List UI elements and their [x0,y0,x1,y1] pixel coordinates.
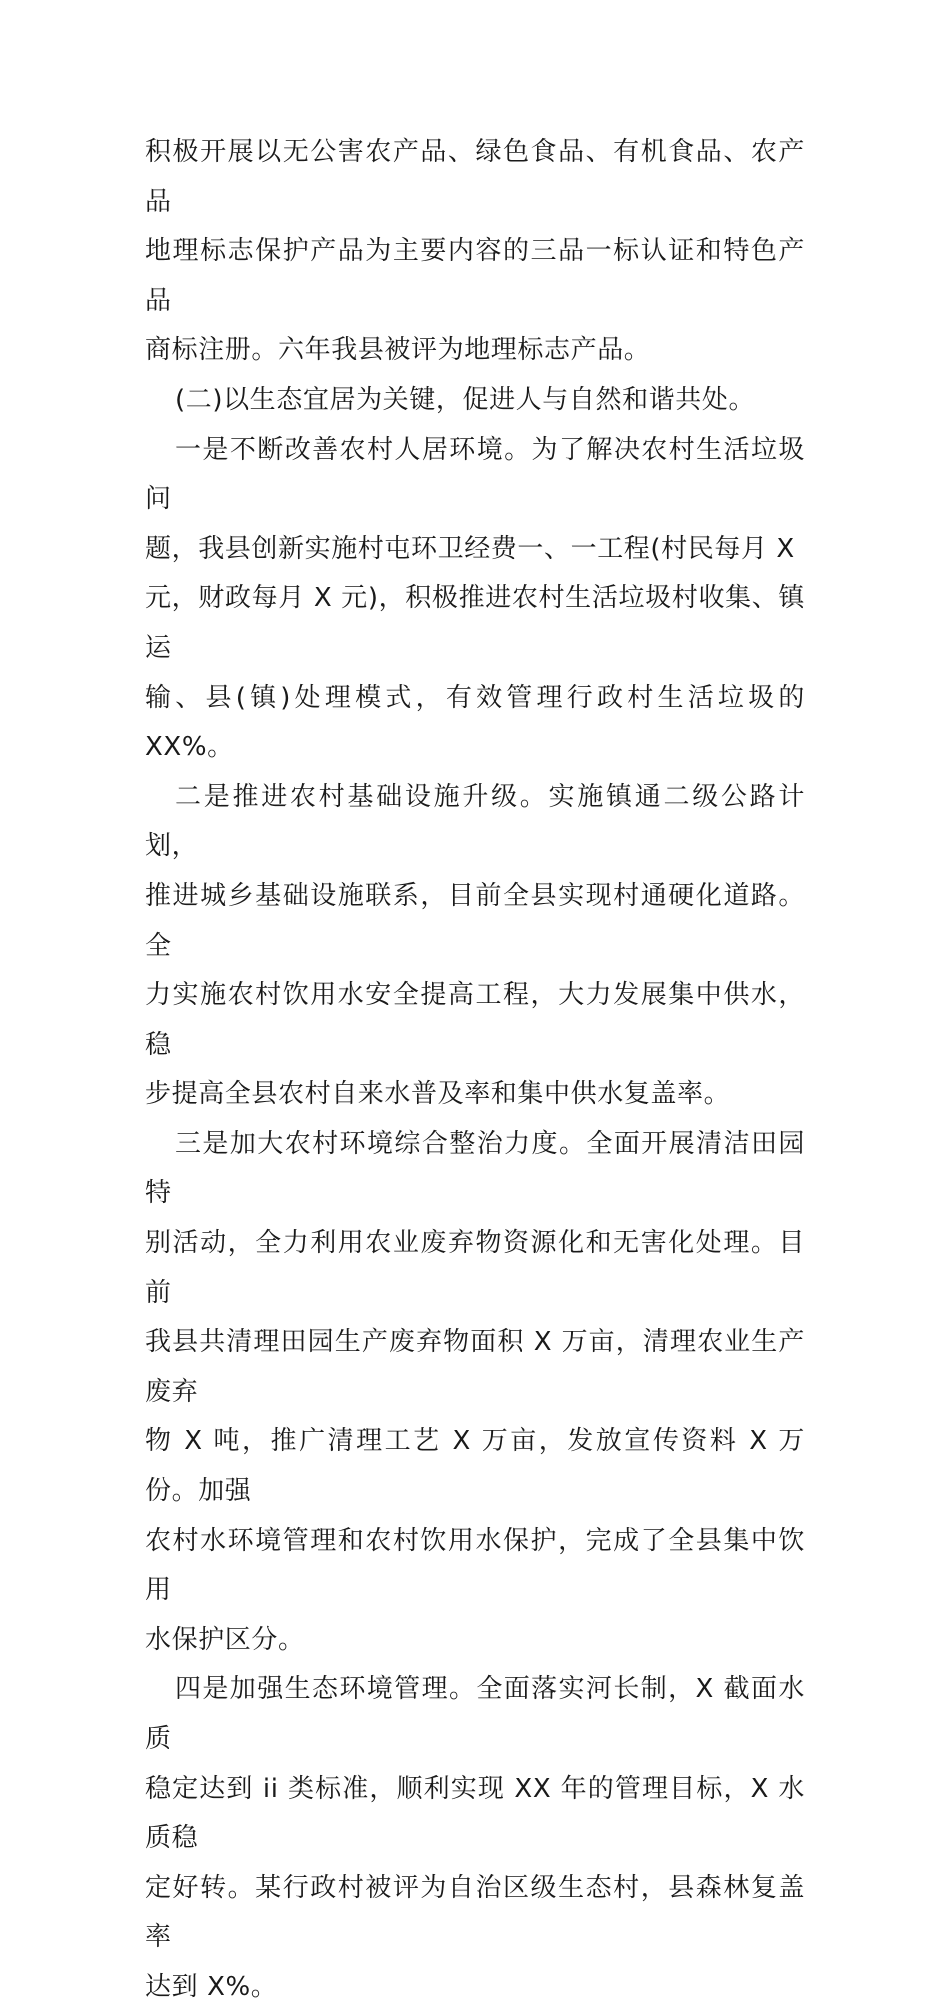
paragraph-section-heading: (二)以生态宜居为关键，促进人与自然和谐共处。 [175,384,756,415]
paragraph-continuation: 积极开展以无公害农产品、绿色食品、有机食品、农产品 地理标志保护产品为主要内容的三品一标认证和特色产品 商标注册。六年我县被评为地理标志产品。 [145,137,805,366]
paragraph-item-four: 四是加强生态环境管理。全面落实河长制，X 截面水质 稳定达到 ii 类标准，顺利实现 XX 年的管理目标，X 水质稳 定好转。某行政村被评为自治区级生态村，县森林复盖率 达到 X%。 [145,1674,805,2002]
document-body [145,128,805,2013]
paragraph-item-two: 二是推进农村基础设施升级。实施镇通二级公路计划， 推进城乡基础设施联系，目前全县实现村通硬化道路。全 力实施农村饮用水安全提高工程，大力发展集中供水，稳 步提高全县农村自来水普及率和集中供水复盖率。 [145,781,805,1110]
paragraph-item-one: 一是不断改善农村人居环境。为了解决农村生活垃圾问 题，我县创新实施村屯环卫经费一、一工程(村民每月 X 元，财政每月 X 元)，积极推进农村生活垃圾村收集、镇运 输、县(镇)处理模式，有效管理行政村生活垃圾的 XX%。 [145,434,805,763]
paragraph-item-three: 三是加大农村环境综合整治力度。全面开展清洁田园特 别活动，全力利用农业废弃物资源化和无害化处理。目前 我县共清理田园生产废弃物面积 X 万亩，清理农业生产废弃 物 X 吨，推广清理工艺 X 万亩，发放宣传资料 X 万份。加强 农村水环境管理和农村饮用水保护，完成了全县集中饮用 水保护区分。 [145,1128,805,1655]
